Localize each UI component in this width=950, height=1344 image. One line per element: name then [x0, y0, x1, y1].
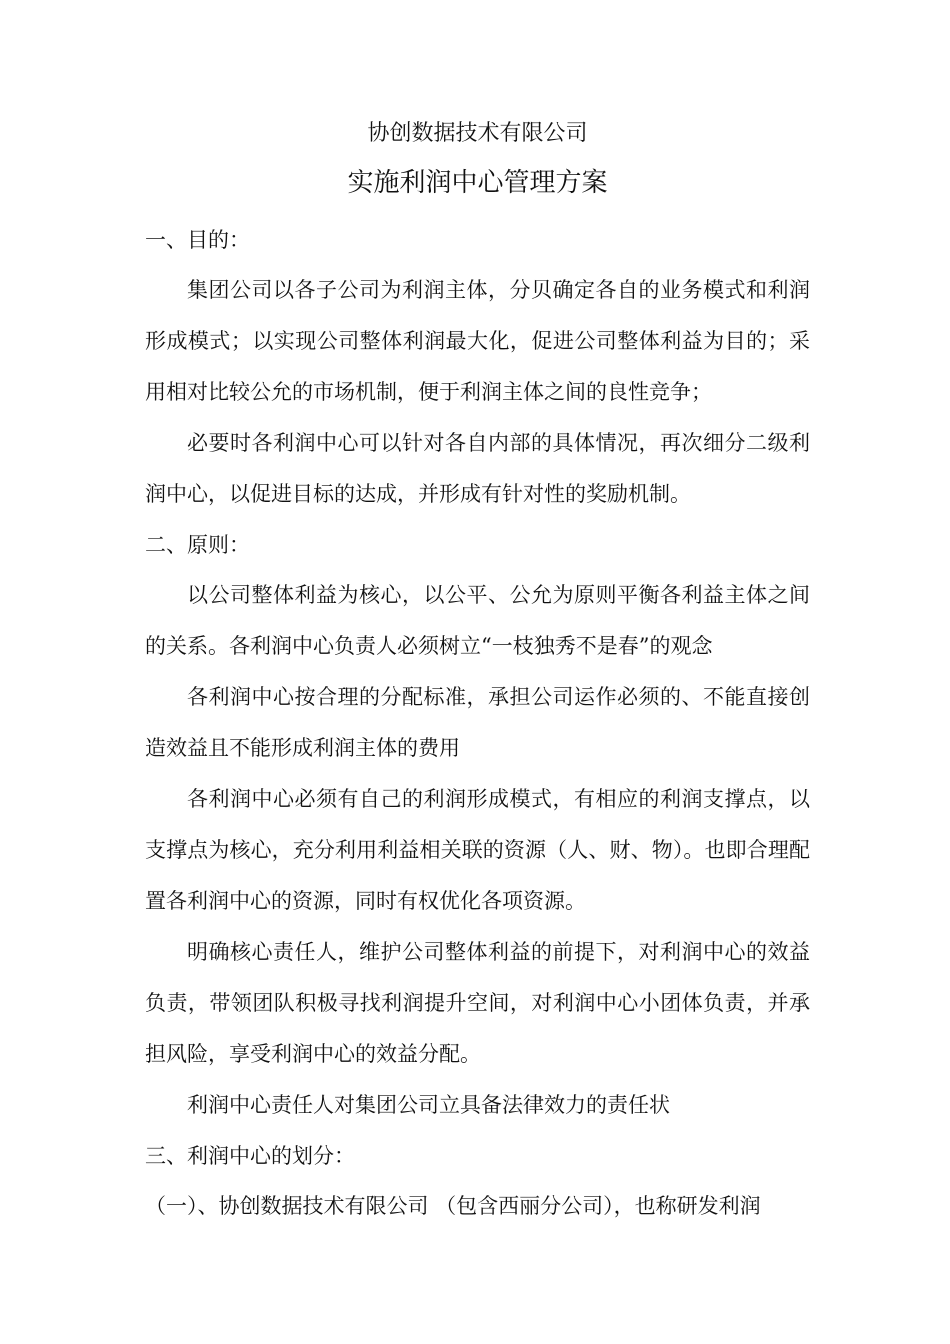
paragraph: 各利润中心按合理的分配标准，承担公司运作必须的、不能直接创造效益且不能形成利润主体的费用 — [145, 685, 810, 760]
paragraph: （一）、协创数据技术有限公司 （包含西丽分公司），也称研发利润 — [145, 1194, 761, 1218]
paragraph: 集团公司以各子公司为利润主体，分贝确定各自的业务模式和利润形成模式；以实现公司整体利润最大化，促进公司整体利益为目的；采用相对比较公允的市场机制，便于利润主体之间的良性竞争； — [145, 278, 810, 404]
paragraph: 利润中心责任人对集团公司立具备法律效力的责任状 — [187, 1093, 670, 1117]
section-heading-principles: 二、原则： — [145, 533, 250, 557]
section-heading-division: 三、利润中心的划分： — [145, 1144, 355, 1168]
document-title: 实施利润中心管理方案 — [347, 168, 608, 198]
section-heading-purpose: 一、目的： — [145, 228, 250, 252]
document-body — [145, 118, 810, 1232]
paragraph: 明确核心责任人，维护公司整体利益的前提下，对利润中心的效益负责，带领团队积极寻找利润提升空间，对利润中心小团体负责，并承担风险，享受利润中心的效益分配。 — [145, 940, 810, 1066]
paragraph: 以公司整体利益为核心，以公平、公允为原则平衡各利益主体之间的关系。各利润中心负责人必须树立“一枝独秀不是春”的观念 — [145, 583, 810, 658]
paragraph: 各利润中心必须有自己的利润形成模式，有相应的利润支撑点，以支撑点为核心，充分利用利益相关联的资源（人、财、物）。也即合理配置各利润中心的资源，同时有权优化各项资源。 — [145, 787, 810, 913]
company-title: 协创数据技术有限公司 — [367, 121, 588, 146]
paragraph: 必要时各利润中心可以针对各自内部的具体情况，再次细分二级利润中心，以促进目标的达成，并形成有针对性的奖励机制。 — [145, 431, 810, 506]
